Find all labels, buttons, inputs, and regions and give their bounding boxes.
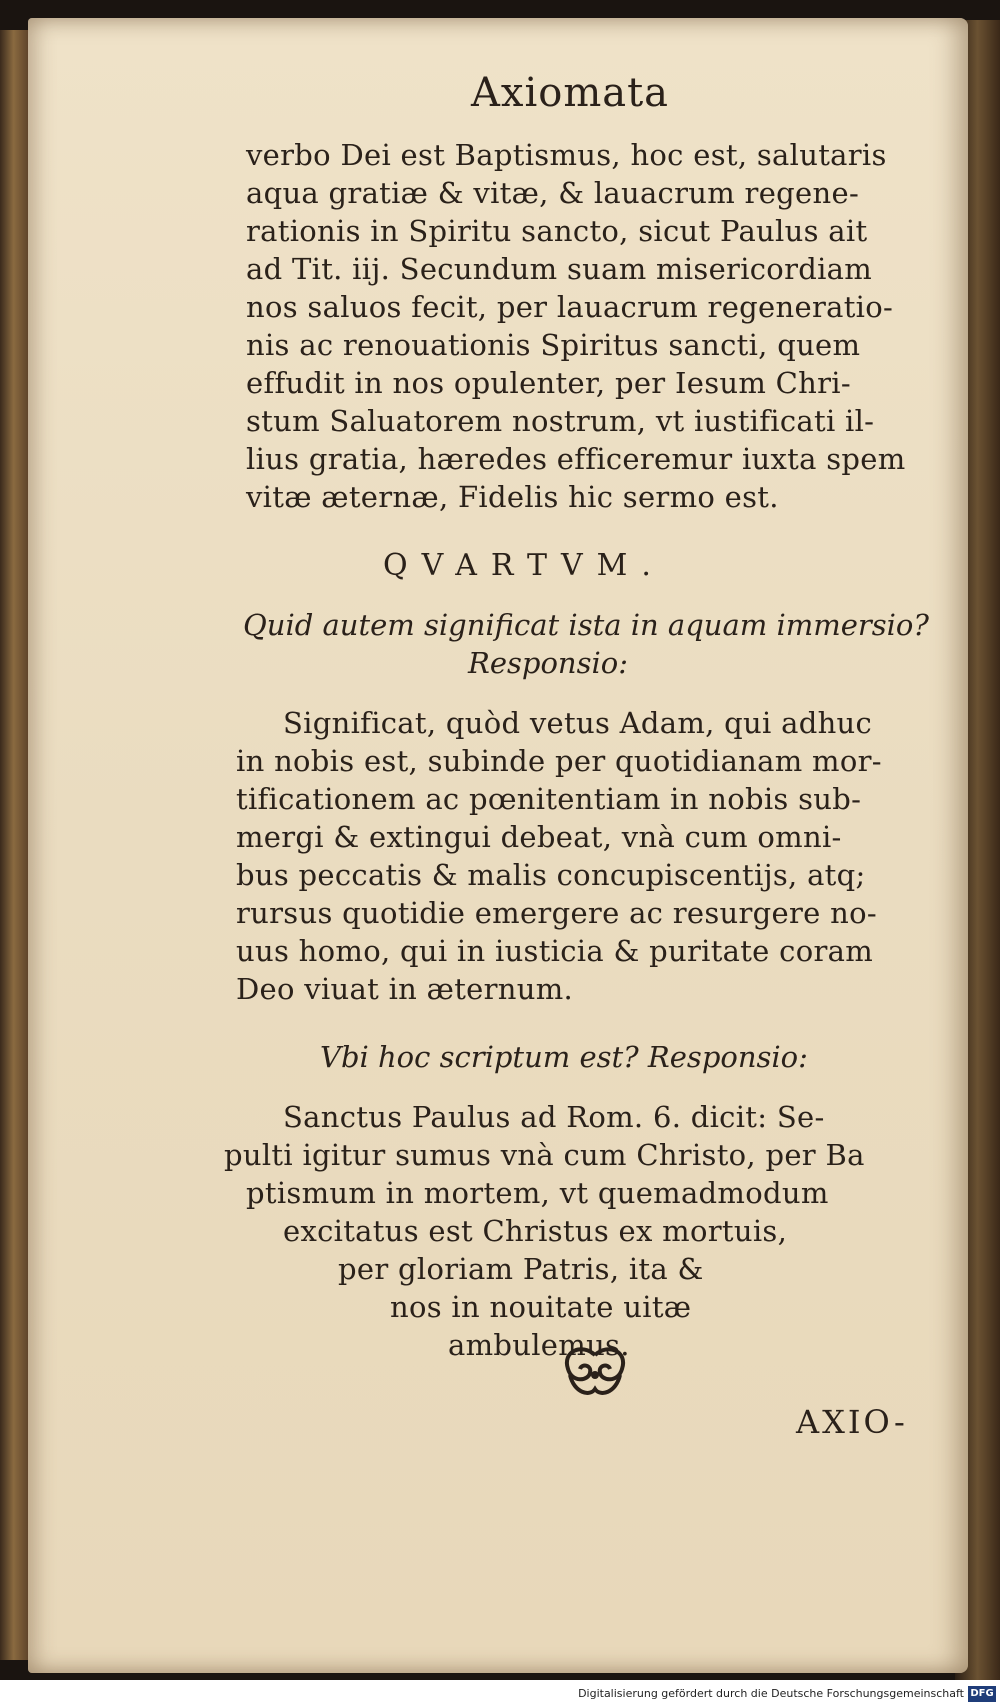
text-line: ad Tit. iij. Secundum suam misericordiam [246, 252, 873, 286]
text-line: lius gratia, hæredes efficeremur iuxta spem [246, 442, 906, 476]
text-line: verbo Dei est Baptismus, hoc est, salutaris [246, 138, 887, 172]
section-heading: QVARTVM. [383, 548, 665, 583]
question-heading: Quid autem significat ista in aquam immersio? [243, 608, 929, 642]
text-line: per gloriam Patris, ita & [338, 1252, 704, 1286]
text-line: nos saluos fecit, per lauacrum regeneratio- [246, 290, 894, 324]
text-line: tificationem ac pœnitentiam in nobis sub- [236, 782, 862, 816]
book-binding-left [0, 30, 30, 1660]
response-label: Responsio: [468, 646, 628, 680]
text-line: ambulemus. [448, 1328, 630, 1362]
text-line: effudit in nos opulenter, per Iesum Chri- [246, 366, 851, 400]
fleuron-ornament [560, 1345, 630, 1399]
text-line: ptismum in mortem, vt quemadmodum [246, 1176, 829, 1210]
text-line: rursus quotidie emergere ac resurgere no- [236, 896, 877, 930]
text-line: Significat, quòd vetus Adam, qui adhuc [283, 706, 873, 740]
text-line: pulti igitur sumus vnà cum Christo, per Ba [224, 1138, 865, 1172]
running-head: Axiomata [471, 70, 670, 116]
text-line: in nobis est, subinde per quotidianam mor- [236, 744, 882, 778]
catchword: AXIO- [796, 1403, 908, 1441]
text-line: nos in nouitate uitæ [390, 1290, 692, 1324]
book-page [28, 18, 968, 1673]
question-heading: Vbi hoc scriptum est? Responsio: [320, 1040, 808, 1074]
text-line: rationis in Spiritu sancto, sicut Paulus ait [246, 214, 868, 248]
text-line: vitæ æternæ, Fidelis hic sermo est. [246, 480, 779, 514]
dfg-logo: DFG [968, 1686, 996, 1702]
text-line: excitatus est Christus ex mortuis, [283, 1214, 788, 1248]
footer-credit: Digitalisierung gefördert durch die Deutsche Forschungsgemeinschaft [578, 1687, 964, 1700]
text-line: bus peccatis & malis concupiscentijs, atq; [236, 858, 866, 892]
text-line: aqua gratiæ & vitæ, & lauacrum regene- [246, 176, 860, 210]
text-line: stum Saluatorem nostrum, vt iustificati il- [246, 404, 875, 438]
footer-bar [0, 1682, 1000, 1708]
text-line: nis ac renouationis Spiritus sancti, quem [246, 328, 861, 362]
text-line: Sanctus Paulus ad Rom. 6. dicit: Se- [283, 1100, 825, 1134]
text-line: mergi & extingui debeat, vnà cum omni- [236, 820, 842, 854]
text-line: uus homo, qui in iusticia & puritate coram [236, 934, 874, 968]
text-line: Deo viuat in æternum. [236, 972, 574, 1006]
